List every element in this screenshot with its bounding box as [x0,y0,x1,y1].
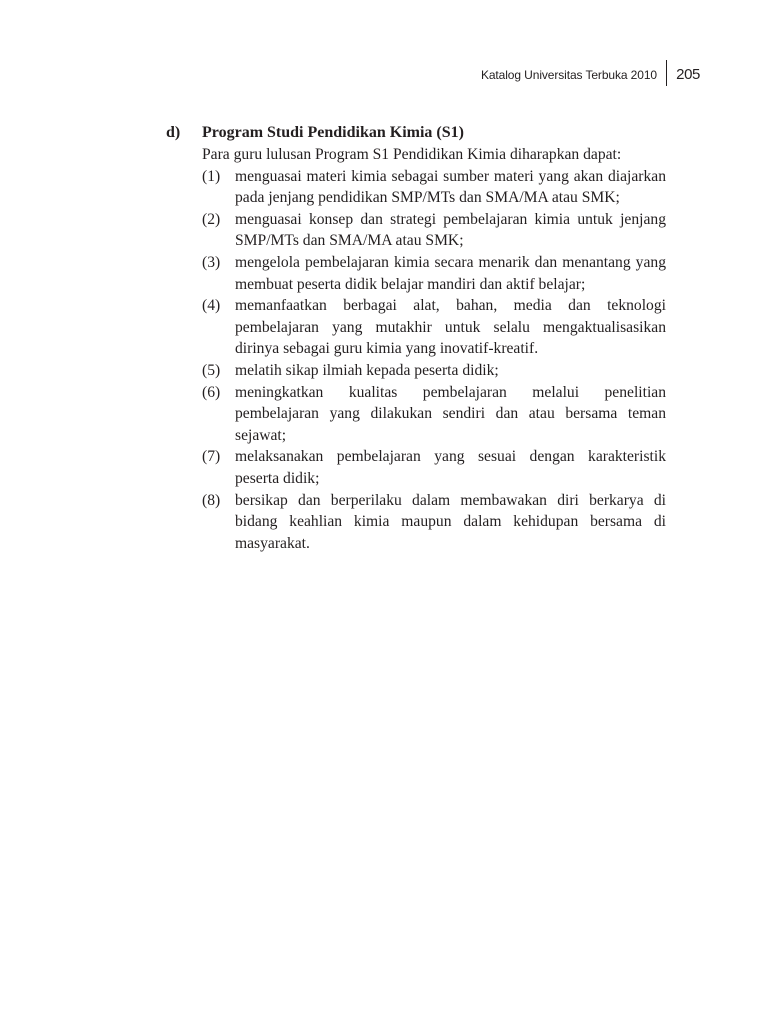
competency-list [202,166,666,555]
item-number: (4) [202,297,221,315]
section-title: Program Studi Pendidikan Kimia (S1) [202,124,464,141]
list-item [202,252,666,295]
list-item [202,295,666,360]
item-number: (8) [202,491,221,509]
list-item [202,209,666,252]
running-header [481,64,700,86]
list-item [202,360,666,382]
list-item [202,166,666,209]
list-item [202,446,666,489]
item-number: (2) [202,210,221,228]
program-section [166,122,666,554]
item-text: melaksanakan pembelajaran yang sesuai dengan karakteristik peserta didik; [235,448,666,487]
item-text: bersikap dan berperilaku dalam membawakan diri berkarya di bidang keahlian kimia maupun dalam kehidupan bersama di masyarakat. [235,491,666,552]
item-number: (1) [202,167,221,185]
list-item [202,382,666,447]
item-number: (7) [202,448,221,466]
list-item [202,490,666,555]
page-number: 205 [676,66,700,83]
item-number: (3) [202,253,221,271]
item-text: memanfaatkan berbagai alat, bahan, media dan teknologi pembelajaran yang mutakhir untuk selalu mengaktualisasikan dirinya sebagai guru kimia yang inovatif-kreatif. [235,297,666,358]
item-text: menguasai konsep dan strategi pembelajaran kimia untuk jenjang SMP/MTs dan SMA/MA atau SMK; [235,210,666,250]
section-body [202,144,666,554]
item-text: mengelola pembelajaran kimia secara menarik dan menantang yang membuat peserta didik belajar mandiri dan aktif belajar; [235,253,666,293]
header-title: Katalog Universitas Terbuka 2010 [480,68,657,82]
item-text: melatih sikap ilmiah kepada peserta didik; [235,361,499,379]
section-intro: Para guru lulusan Program S1 Pendidikan Kimia diharapkan dapat: [202,146,622,163]
item-text: meningkatkan kualitas pembelajaran melalui penelitian pembelajaran yang dilakukan sendiri dan atau bersama teman sejawat; [235,383,666,444]
item-number: (6) [202,383,221,401]
item-text: menguasai materi kimia sebagai sumber materi yang akan diajarkan pada jenjang pendidikan SMP/MTs dan SMA/MA atau SMK; [235,167,666,207]
item-number: (5) [202,361,221,379]
section-heading [166,122,666,144]
section-marker: d) [166,124,181,141]
